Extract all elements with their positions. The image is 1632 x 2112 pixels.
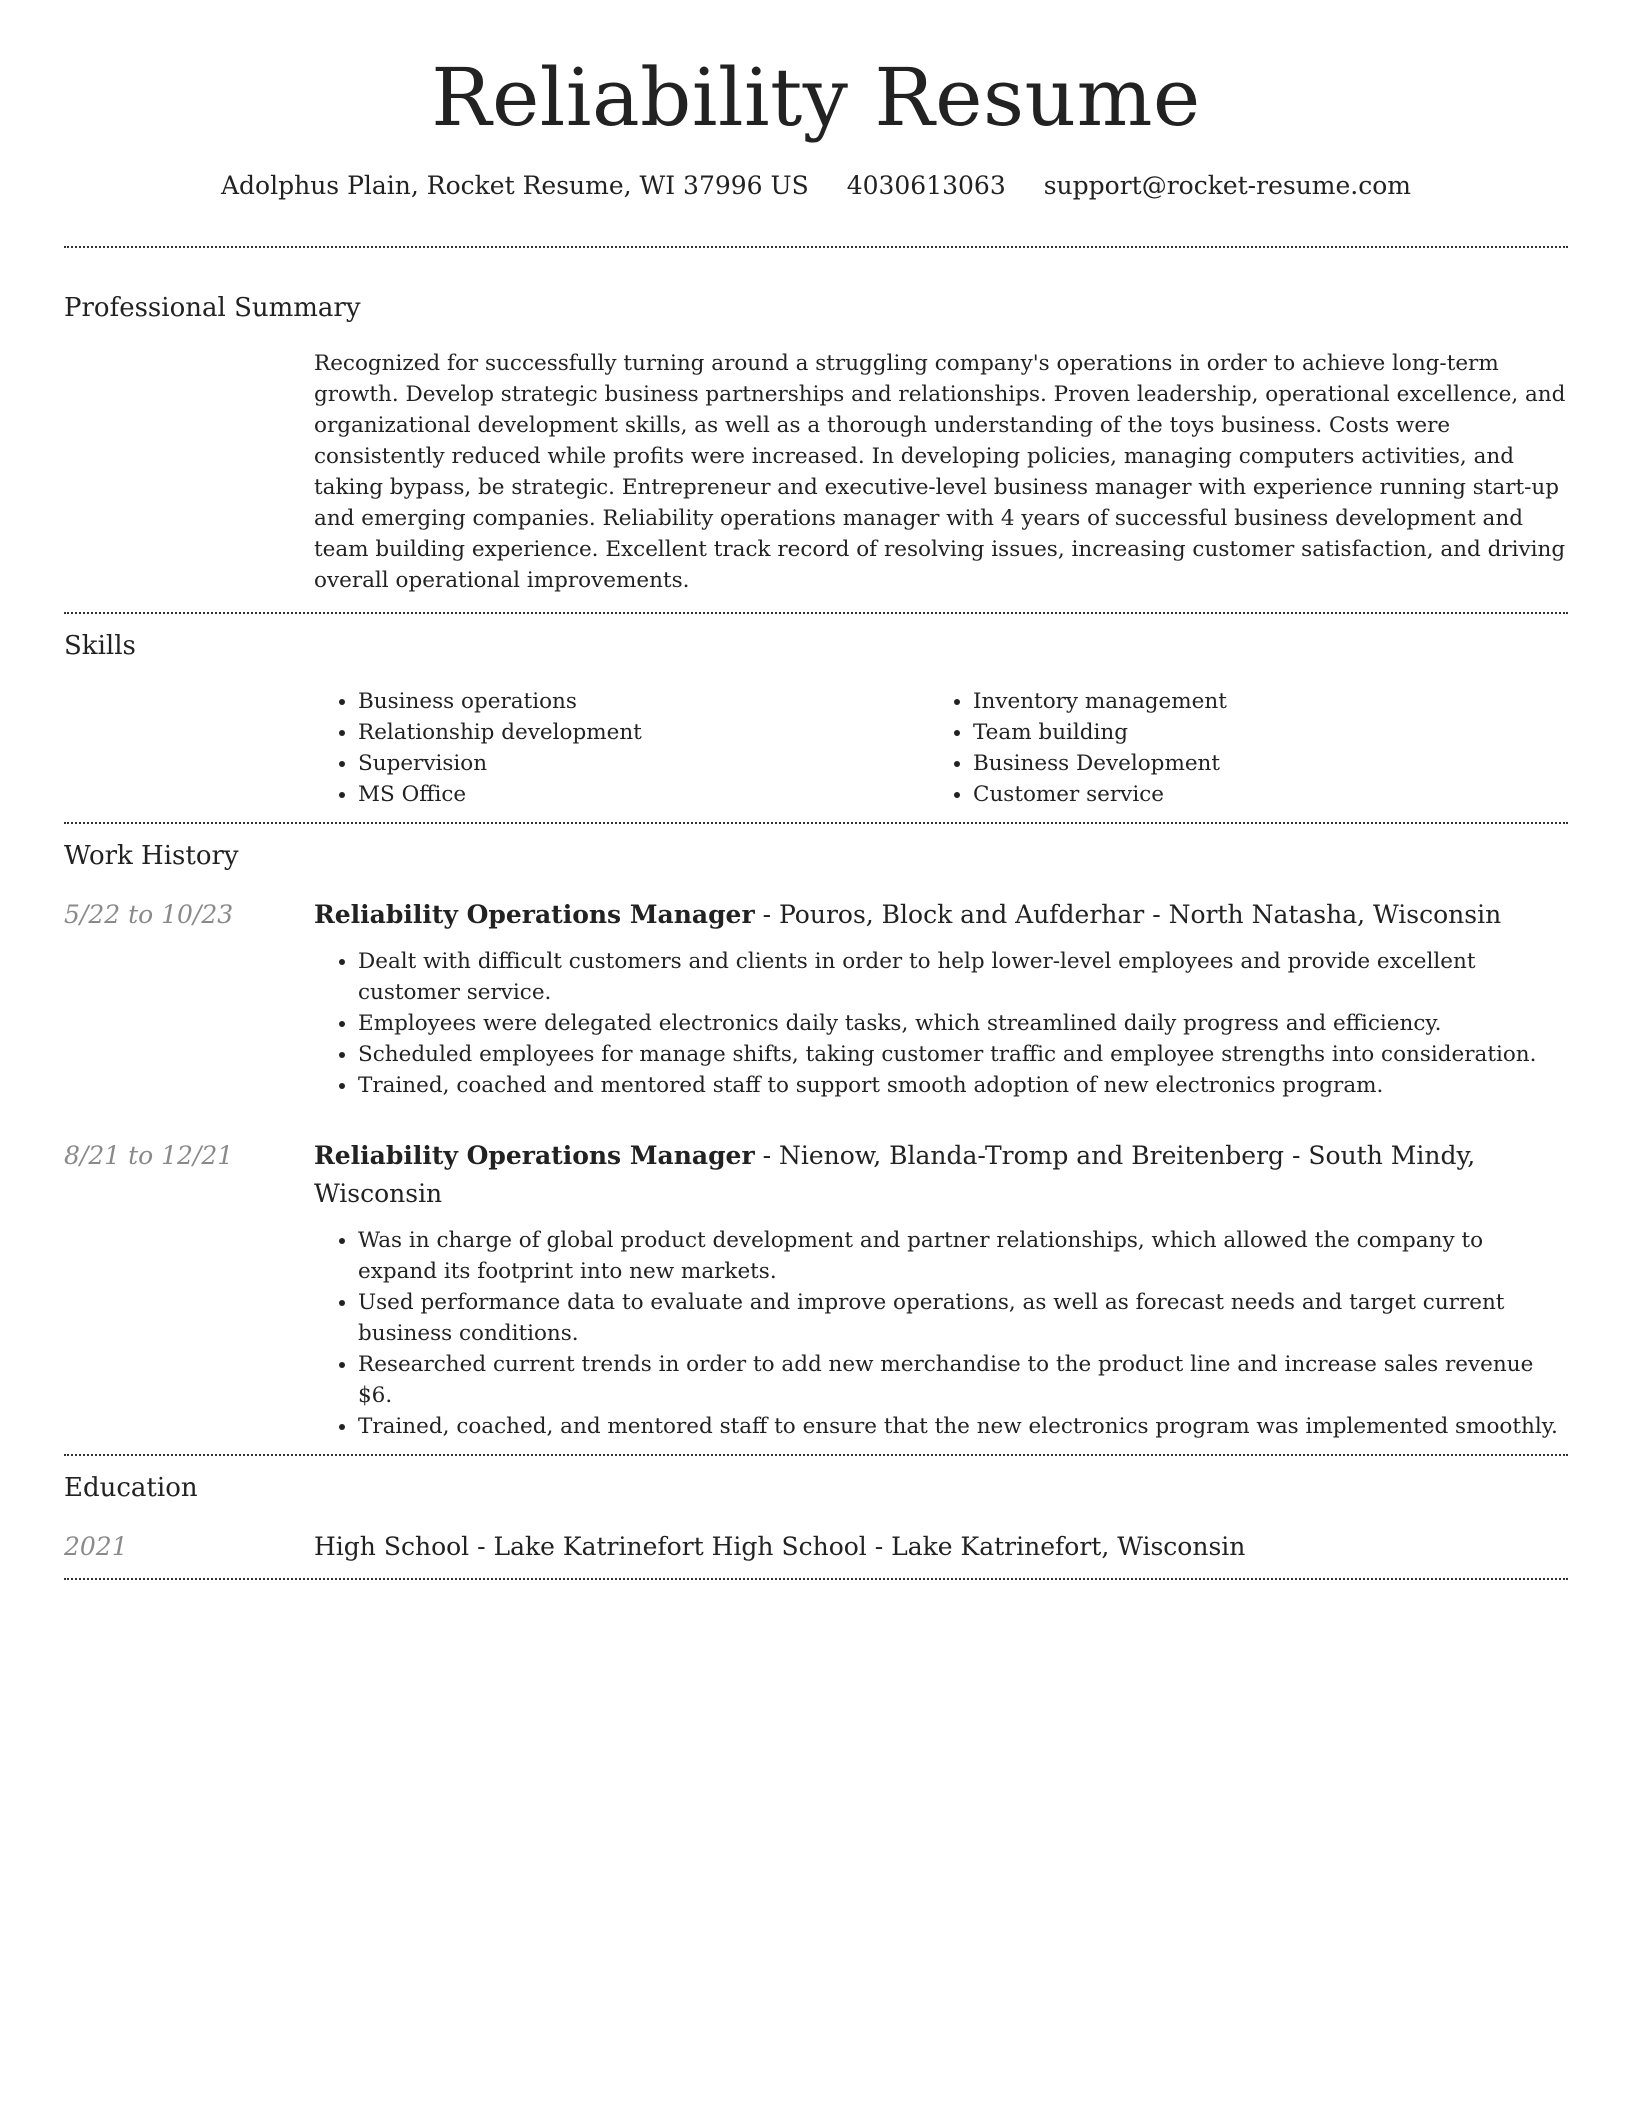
skill-item: • Supervision [358, 748, 929, 779]
skills-grid [314, 686, 1568, 810]
work-entry-bullets [314, 1225, 1568, 1442]
skill-item: • Customer service [973, 779, 1544, 810]
work-entry-bullets [314, 946, 1568, 1101]
contact-address: Adolphus Plain, Rocket Resume, WI 37996 US [220, 171, 809, 200]
work-bullet: • Used performance data to evaluate and improve operations, as well as forecast needs and target current business conditions. [358, 1287, 1568, 1349]
skill-item: • Team building [973, 717, 1544, 748]
work-bullet: • Scheduled employees for manage shifts, taking customer traffic and employee strengths into consideration. [358, 1039, 1568, 1070]
education-entry-date: 2021 [64, 1532, 128, 1561]
education-entry-heading: High School - Lake Katrinefort High School - Lake Katrinefort, Wisconsin [314, 1532, 1246, 1561]
skill-item: • Relationship development [358, 717, 929, 748]
work-entry-heading [314, 1137, 1568, 1213]
divider [64, 246, 1568, 248]
work-entry-role: Reliability Operations Manager [314, 900, 755, 929]
work-entry-role: Reliability Operations Manager [314, 1141, 755, 1170]
work-entry-heading [314, 896, 1568, 934]
work-entry-date: 8/21 to 12/21 [64, 1141, 234, 1170]
resume-page [64, 0, 1568, 1580]
work-bullet: • Trained, coached, and mentored staff to ensure that the new electronics program was implemented smoothly. [358, 1411, 1568, 1442]
work-history-section [64, 824, 1568, 1454]
work-bullet: • Researched current trends in order to add new merchandise to the product line and increase sales revenue $6. [358, 1349, 1568, 1411]
skills-list-left [314, 686, 929, 810]
resume-title: Reliability Resume [431, 51, 1201, 144]
work-entry-employer: - Pouros, Block and Aufderhar - North Natasha, Wisconsin [754, 900, 1502, 929]
skill-item: • Business Development [973, 748, 1544, 779]
work-bullet: • Trained, coached and mentored staff to support smooth adoption of new electronics program. [358, 1070, 1568, 1101]
work-entry-body [314, 1137, 1568, 1442]
work-bullet: • Was in charge of global product development and partner relationships, which allowed the company to expand its footprint into new markets. [358, 1225, 1568, 1287]
skill-item: • Inventory management [973, 686, 1544, 717]
education-entry-body [314, 1528, 1568, 1566]
skills-section [64, 614, 1568, 822]
section-title-summary: Professional Summary [64, 293, 361, 323]
work-entry-date: 5/22 to 10/23 [64, 900, 234, 929]
contact-phone: 4030613063 [846, 171, 1006, 200]
work-entry-employer: - Nienow, Blanda-Tromp and Breitenberg - South Mindy, Wisconsin [314, 1141, 1476, 1208]
work-bullet: • Dealt with difficult customers and clients in order to help lower-level employees and provide excellent customer service. [358, 946, 1568, 1008]
professional-summary-section [64, 288, 1568, 612]
work-bullet: • Employees were delegated electronics daily tasks, which streamlined daily progress and efficiency. [358, 1008, 1568, 1039]
skill-item: • Business operations [358, 686, 929, 717]
work-entry [64, 896, 1568, 1101]
work-entry-body [314, 896, 1568, 1101]
summary-text: Recognized for successfully turning around a struggling company's operations in order to achieve long-term growth. Develop strategic business partnerships and relationships. Proven leadership, operational excellence, and organizational development skills, as well as a thorough understanding of the toys business. Costs were consistently reduced while profits were increased. In developing policies, managing computers activities, and taking bypass, be strategic. Entrepreneur and executive-level business manager with experience running start-up and emerging companies. Reliability operations manager with 4 years of successful business development and team building experience. Excellent track record of resolving issues, increasing customer satisfaction, and driving overall operational improvements. [314, 351, 1566, 593]
section-title-skills: Skills [64, 631, 136, 661]
education-section [64, 1456, 1568, 1578]
work-entry [64, 1137, 1568, 1442]
contact-info [64, 166, 1568, 206]
section-title-education: Education [64, 1473, 198, 1503]
skills-list-right [929, 686, 1544, 810]
section-title-work-history: Work History [64, 841, 239, 871]
contact-email: support@rocket-resume.com [1043, 171, 1412, 200]
skill-item: • MS Office [358, 779, 929, 810]
education-entry [64, 1528, 1568, 1566]
divider [64, 1578, 1568, 1580]
